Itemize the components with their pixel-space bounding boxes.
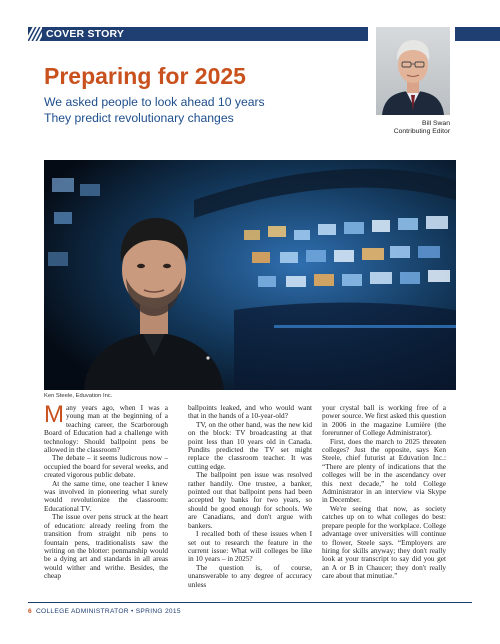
paragraph: I recalled both of these issues when I set out to research the feature in the current issue: What will colleges be like in 10 years – in 2025?	[188, 529, 312, 564]
subhead-line-2: They predict revolutionary changes	[44, 111, 234, 125]
author-name: Bill Swan	[422, 120, 450, 127]
paragraph: TV, on the other hand, was the new kid on the block: TV broadcasting at that point less than 10 years old in Canada. Pundits predicted the TV set might replace the classroom teacher. It was cutting edge.	[188, 419, 312, 471]
header-stripes	[28, 27, 42, 41]
footer-rule	[28, 602, 472, 603]
header-band-right	[455, 27, 500, 41]
drop-cap: M	[44, 401, 64, 428]
paragraph: First, does the march to 2025 threaten colleges? Just the opposite, says Ken Steele, chief futurist at Eduvation Inc.: “There are plenty of indications that the colleges will be in the ascendancy over this next decade,” he told College Administrator in an interview via Skype in December.	[322, 436, 446, 505]
paragraph: The debate – it seems ludicrous now – occupied the board for several weeks, and created vigorous public debate.	[44, 453, 168, 480]
page-footer	[28, 608, 181, 615]
author-headshot	[376, 27, 450, 115]
paragraph: your crystal ball is working free of a power source. We first asked this question in 2006 in the magazine Lumière (the forerunner of College Administrator).	[322, 403, 446, 438]
feature-photo	[44, 160, 456, 390]
feature-photo-image	[44, 160, 456, 390]
paragraph: The ballpoint pen issue was resolved rather handily. One trustee, a banker, pointed out that ballpoint pens had been accepted by banks for two years, so should be good enough for schools. We are Canadians, and don't argue with bankers.	[188, 470, 312, 530]
author-role: Contributing Editor	[393, 128, 450, 135]
paragraph: ballpoints leaked, and who would want that in the hands of a 10-year-old?	[188, 403, 312, 421]
publication-info: COLLEGE ADMINISTRATOR • SPRING 2015	[35, 608, 181, 615]
page-number: 6	[28, 608, 32, 615]
photo-caption: Ken Steele, Eduvation Inc.	[44, 393, 113, 399]
paragraph: We're seeing that now, as society catches up on to what colleges do best: prepare people for the workplace. College advantage over universities will continue to flower, Steele says. “Employers are hiring for skills anyway; they don't really look at your transcript to say did you get an A or B in Chaucer; they don't really care about that minutiae.”	[322, 503, 446, 581]
article-column-1	[44, 401, 168, 581]
paragraph: Many years ago, when I was a young man at the beginning of a teaching career, the Scarborough Board of Education had a challenge with technology: Should ballpoint pens be allowed in the classroom?	[44, 401, 168, 455]
article-title: Preparing for 2025	[44, 63, 246, 89]
article-column-3	[322, 404, 446, 581]
section-label: COVER STORY	[46, 28, 125, 40]
author-portrait-image	[376, 27, 450, 115]
article-column-2	[188, 404, 312, 589]
paragraph: At the same time, one teacher I knew was involved in pioneering what surely would revolutionize the classroom: Educational TV.	[44, 478, 168, 513]
subhead-line-1: We asked people to look ahead 10 years	[44, 95, 265, 109]
paragraph: The issue over pens struck at the heart of education: already reeling from the transition from straight nib pens to fountain pens, traditionalists saw the writing on the blotter: penmanship would be a dying art and standards in all areas would wither and writhe. Besides, the cheap	[44, 512, 168, 581]
paragraph: The question is, of course, unanswerable to any degree of accuracy unless	[188, 562, 312, 589]
